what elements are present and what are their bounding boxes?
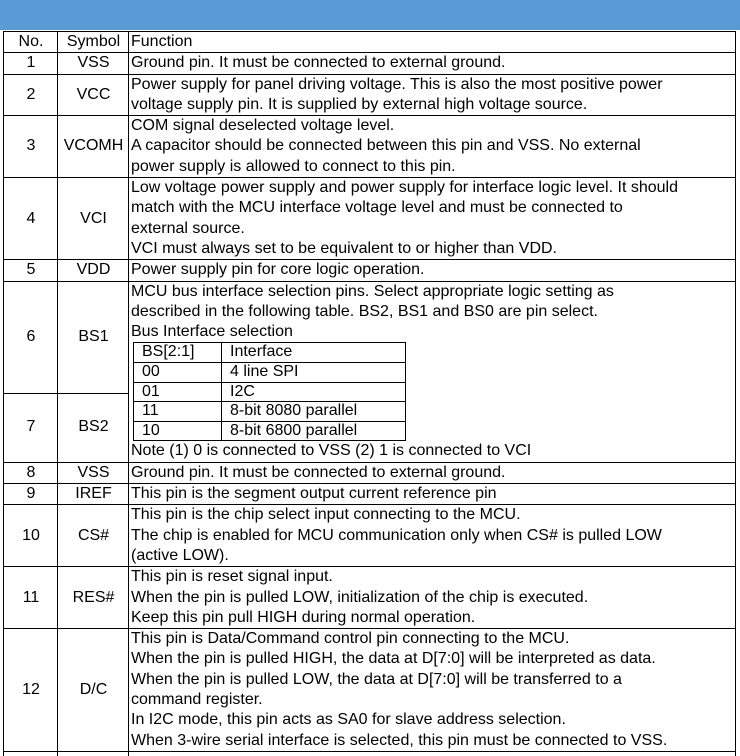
table-row <box>4 484 736 505</box>
pin-symbol: CS# <box>58 505 129 567</box>
bus-table-row <box>134 382 406 402</box>
function-line: Bus Interface selection <box>131 323 293 341</box>
function-line: described in the following table. BS2, BS1 and BS0 are pin select. <box>131 302 598 320</box>
table-row <box>4 567 736 629</box>
pin-symbol: BS2 <box>58 393 129 462</box>
bus-bs-value: 01 <box>134 382 222 402</box>
header-no: No. <box>4 32 58 53</box>
function-line: Ground pin. It must be connected to external ground. <box>131 463 506 481</box>
pin-function <box>129 505 736 567</box>
pin-symbol: IREF <box>58 484 129 505</box>
function-line: Keep this pin pull HIGH during normal operation. <box>131 608 476 626</box>
function-line: In I2C mode, this pin acts as SA0 for slave address selection. <box>131 711 566 729</box>
pin-description-sheet <box>0 30 740 756</box>
function-line: Ground pin. It must be connected to external ground. <box>131 54 506 72</box>
bus-header-bs: BS[2:1] <box>134 343 222 363</box>
bus-table-row <box>134 421 406 441</box>
bus-table-row <box>134 402 406 422</box>
function-line: When the pin is pulled HIGH, the data at D[7:0] will be interpreted as data. <box>131 650 656 668</box>
function-line: Power supply for panel driving voltage. This is also the most positive power <box>131 75 663 93</box>
pin-symbol: VSS <box>58 53 129 74</box>
pin-number: 9 <box>4 484 58 505</box>
pin-function <box>129 629 736 752</box>
bus-select-function <box>129 281 736 462</box>
bus-bs-value: 11 <box>134 402 222 422</box>
pin-function <box>129 74 736 116</box>
pin-number: 5 <box>4 260 58 281</box>
header-function: Function <box>129 32 736 53</box>
function-line: This pin is reset signal input. <box>131 568 333 586</box>
pin-number: 8 <box>4 462 58 483</box>
table-header-row <box>4 32 736 53</box>
bus-interface-table <box>133 342 406 441</box>
bus-interface-value: 8-bit 8080 parallel <box>222 402 406 422</box>
function-line: command register. <box>131 690 263 708</box>
pin-symbol: VCC <box>58 74 129 116</box>
function-line: external source. <box>131 219 245 237</box>
table-row <box>4 629 736 752</box>
pin-function <box>129 178 736 260</box>
header-symbol: Symbol <box>58 32 129 53</box>
pin-table <box>3 31 736 756</box>
header-banner <box>0 0 740 30</box>
function-line: When the pin is pulled LOW, the data at D[7:0] will be transferred to a <box>131 670 622 688</box>
pin-symbol: D/C <box>58 629 129 752</box>
pin-symbol: BS1 <box>58 281 129 393</box>
function-line: power supply is allowed to connect to this pin. <box>131 157 456 175</box>
function-line: Low voltage power supply and power supply for interface logic level. It should <box>131 179 678 197</box>
pin-number: 3 <box>4 116 58 178</box>
pin-number: 7 <box>4 393 58 462</box>
pin-number: 12 <box>4 629 58 752</box>
pin-number: 6 <box>4 281 58 393</box>
pin-function <box>129 484 736 505</box>
function-line: match with the MCU interface voltage level and must be connected to <box>131 199 623 217</box>
function-line: When 3-wire serial interface is selected, this pin must be connected to VSS. <box>131 731 668 749</box>
pin-number: 11 <box>4 567 58 629</box>
pin-function <box>129 116 736 178</box>
pin-symbol: RES# <box>58 567 129 629</box>
function-line: Power supply pin for core logic operation. <box>131 261 425 279</box>
function-line: This pin is the segment output current reference pin <box>131 485 497 503</box>
table-row-cut-off <box>4 751 736 756</box>
function-line: VCI must always set to be equivalent to or higher than VDD. <box>131 239 557 257</box>
bus-bs-value: 10 <box>134 421 222 441</box>
table-row <box>4 260 736 281</box>
bus-header-interface: Interface <box>222 343 406 363</box>
pin-symbol: VCI <box>58 178 129 260</box>
pin-number: 4 <box>4 178 58 260</box>
bus-table-row <box>134 363 406 383</box>
pin-function <box>129 567 736 629</box>
function-line: The chip is enabled for MCU communication only when CS# is pulled LOW <box>131 526 662 544</box>
function-line: This pin is the chip select input connecting to the MCU. <box>131 506 521 524</box>
table-row <box>4 462 736 483</box>
table-row <box>4 281 736 393</box>
bus-note: Note (1) 0 is connected to VSS (2) 1 is connected to VCI <box>131 442 532 460</box>
pin-number: 2 <box>4 74 58 116</box>
function-line: voltage supply pin. It is supplied by external high voltage source. <box>131 95 588 113</box>
pin-number: 1 <box>4 53 58 74</box>
function-line: COM signal deselected voltage level. <box>131 117 395 135</box>
pin-symbol: VSS <box>58 462 129 483</box>
pin-function <box>129 53 736 74</box>
pin-symbol: VCOMH <box>58 116 129 178</box>
bus-interface-value: 4 line SPI <box>222 363 406 383</box>
table-row <box>4 505 736 567</box>
pin-function <box>129 260 736 281</box>
bus-interface-value: 8-bit 6800 parallel <box>222 421 406 441</box>
bus-table-header <box>134 343 406 363</box>
function-line: A capacitor should be connected between this pin and VSS. No external <box>131 137 641 155</box>
table-row <box>4 116 736 178</box>
pin-number: 10 <box>4 505 58 567</box>
function-line: When the pin is pulled LOW, initialization of the chip is executed. <box>131 588 589 606</box>
function-line: MCU bus interface selection pins. Select appropriate logic setting as <box>131 282 614 300</box>
bus-bs-value: 00 <box>134 363 222 383</box>
bus-interface-value: I2C <box>222 382 406 402</box>
table-row <box>4 74 736 116</box>
function-line: (active LOW). <box>131 546 229 564</box>
pin-symbol: VDD <box>58 260 129 281</box>
table-row <box>4 178 736 260</box>
function-line: This pin is Data/Command control pin connecting to the MCU. <box>131 630 570 648</box>
table-row <box>4 53 736 74</box>
pin-function <box>129 462 736 483</box>
